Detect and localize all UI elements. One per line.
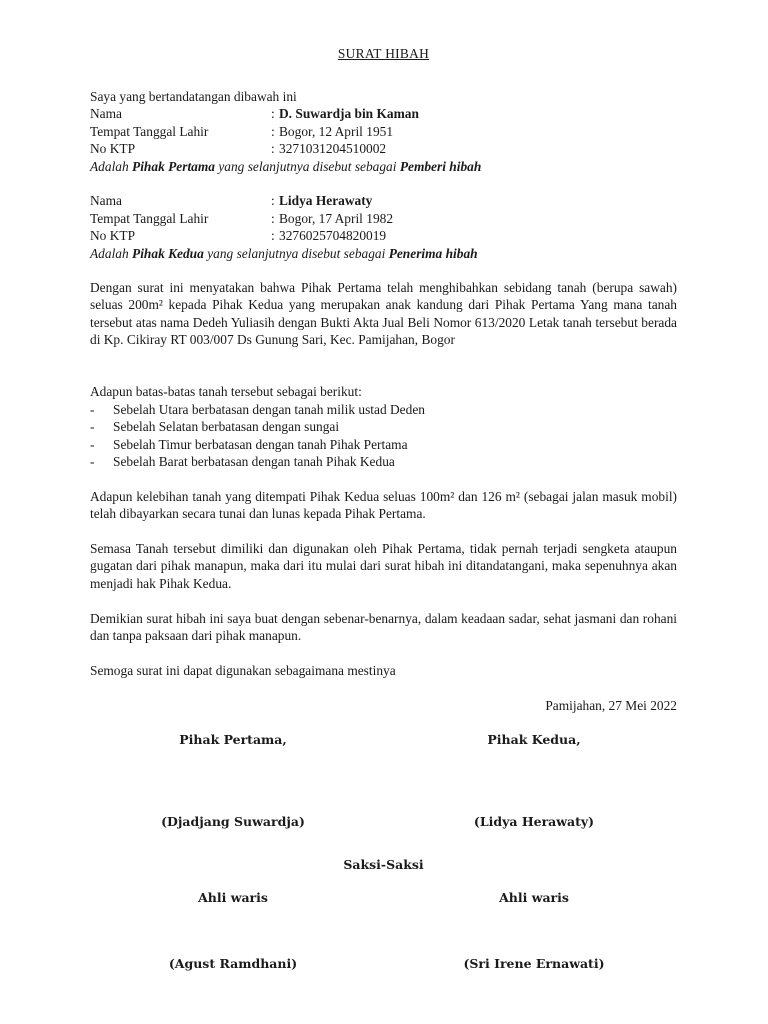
document-page [90,0,677,1024]
batas-intro: Adapun batas-batas tanah tersebut sebagai berikut: [90,384,362,399]
colon: : [271,228,275,243]
pertama-ktp-row [90,140,677,158]
pertama-role-line: Adalah Pihak Pertama yang selanjutnya disebut sebagai Pemberi hibah [90,159,482,174]
left-signatory-name: (Djadjang Suwardja) [161,814,305,829]
list-item: - Sebelah Timur berbatasan dengan tanah Pihak Pertama [90,437,408,452]
paragraph-kepemilikan: Semasa Tanah tersebut dimiliki dan digunakan oleh Pihak Pertama, tidak pernah terjadi sengketa ataupun gugatan dari pihak manapun, maka dari itu mulai dari surat hibah ini ditandatangani, maka sepenuhnya akan menjadi hak Pihak Kedua. [90,541,677,591]
paragraph-pernyataan: Demikian surat hibah ini saya buat dengan sebenar-benarnya, dalam keadaan sadar, sehat jasmani dan rohani dan tanpa paksaan dari pihak manapun. [90,611,677,644]
colon: : [271,124,275,139]
document-title: SURAT HIBAH [337,46,430,61]
ttl-label: Tempat Tanggal Lahir [90,124,209,139]
ktp-label: No KTP [90,141,136,156]
witness-left-role: Ahli waris [198,890,268,905]
pertama-ttl-value: Bogor, 12 April 1951 [279,124,394,139]
kedua-ttl-value: Bogor, 17 April 1982 [279,211,394,226]
pertama-nama-value: D. Suwardja bin Kaman [279,106,419,121]
colon: : [271,106,275,121]
colon: : [271,141,275,156]
kedua-nama-row [90,192,677,210]
witness-right-name: (Sri Irene Ernawati) [463,956,605,971]
kedua-nama-value: Lidya Herawaty [279,193,373,208]
nama-label: Nama [90,193,122,208]
pertama-nama-row [90,105,677,123]
witness-right-role: Ahli waris [499,890,569,905]
kedua-ttl-row [90,210,677,228]
colon: : [271,211,275,226]
colon: : [271,193,275,208]
ttl-label: Tempat Tanggal Lahir [90,211,209,226]
list-item: - Sebelah Utara berbatasan dengan tanah milik ustad Deden [90,402,425,417]
kedua-ktp-row [90,227,677,245]
intro-text: Saya yang bertandatangan dibawah ini [90,89,297,104]
list-item: - Sebelah Barat berbatasan dengan tanah Pihak Kedua [90,454,395,469]
right-signatory-role: Pihak Kedua, [487,732,581,747]
place-date: Pamijahan, 27 Mei 2022 [545,698,677,713]
saksi-heading: Saksi-Saksi [343,857,424,872]
kedua-role-line: Adalah Pihak Kedua yang selanjutnya disebut sebagai Penerima hibah [90,246,478,261]
kedua-ktp-value: 3276025704820019 [279,228,387,243]
left-signatory-role: Pihak Pertama, [179,732,287,747]
list-item: - Sebelah Selatan berbatasan dengan sungai [90,419,340,434]
nama-label: Nama [90,106,122,121]
paragraph-hibah: Dengan surat ini menyatakan bahwa Pihak Pertama telah menghibahkan sebidang tanah (berupa sawah) seluas 200m² kepada Pihak Kedua yang merupakan anak kandung dari Pihak Pertama Yang mana tanah tersebut atas nama Dedeh Yuliasih dengan Bukti Akta Jual Beli Nomor 613/2020 Letak tanah tersebut berada di Kp. Cikiray RT 003/007 Ds Gunung Sari, Kec. Pamijahan, Bogor [90,280,677,348]
pertama-ttl-row [90,123,677,141]
right-signatory-name: (Lidya Herawaty) [473,814,595,829]
witness-left-name: (Agust Ramdhani) [168,956,298,971]
paragraph-kelebihan: Adapun kelebihan tanah yang ditempati Pihak Kedua seluas 100m² dan 126 m² (sebagai jalan masuk mobil) telah dibayarkan secara tunai dan lunas kepada Pihak Pertama. [90,489,677,522]
closing-text: Semoga surat ini dapat digunakan sebagaimana mestinya [90,663,396,678]
ktp-label: No KTP [90,228,136,243]
pertama-ktp-value: 3271031204510002 [279,141,387,156]
